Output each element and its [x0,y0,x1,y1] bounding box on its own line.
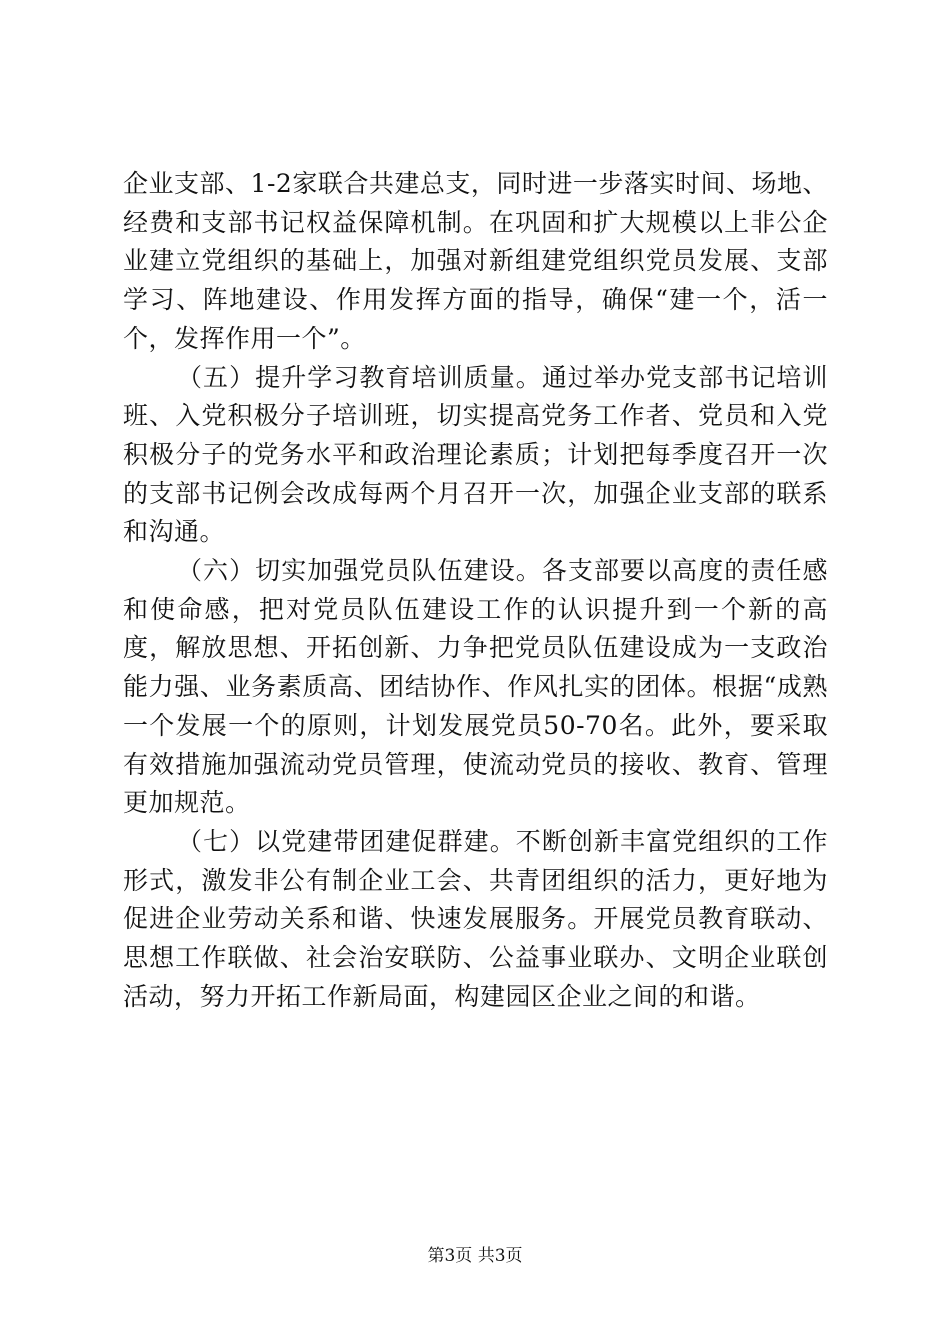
page-number-footer: 第3页 共3页 [427,1246,523,1266]
document-body [123,165,828,1016]
paragraph-section-5: （五）提升学习教育培训质量。通过举办党支部书记培训班、入党积极分子培训班，切实提高党务工作者、党员和入党积极分子的党务水平和政治理论素质；计划把每季度召开一次的支部书记例会改成每两个月召开一次，加强企业支部的联系和沟通。 [123,362,828,547]
paragraph-section-7: （七）以党建带团建促群建。不断创新丰富党组织的工作形式，激发非公有制企业工会、共青团组织的活力，更好地为促进企业劳动关系和谐、快速发展服务。开展党员教育联动、思想工作联做、社会治安联防、公益事业联办、文明企业联创活动，努力开拓工作新局面，构建园区企业之间的和谐。 [123,826,828,1011]
paragraph-continuation: 企业支部、1-2家联合共建总支，同时进一步落实时间、场地、经费和支部书记权益保障机制。在巩固和扩大规模以上非公企业建立党组织的基础上，加强对新组建党组织党员发展、支部学习、阵地建设、作用发挥方面的指导，确保“建一个，活一个，发挥作用一个”。 [123,169,828,353]
paragraph-section-6: （六）切实加强党员队伍建设。各支部要以高度的责任感和使命感，把对党员队伍建设工作的认识提升到一个新的高度，解放思想、开拓创新、力争把党员队伍建设成为一支政治能力强、业务素质高、团结协作、作风扎实的团体。根据“成熟一个发展一个的原则，计划发展党员50-70名。此外，要采取有效措施加强流动党员管理，使流动党员的接收、教育、管理更加规范。 [123,556,828,818]
